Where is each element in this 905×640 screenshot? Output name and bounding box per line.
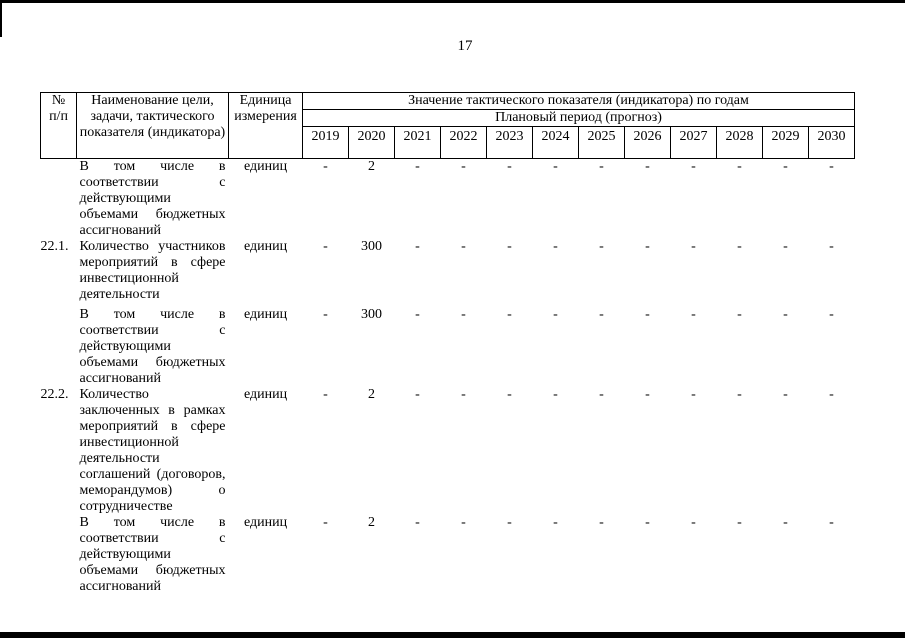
row-value: - xyxy=(415,239,420,254)
row-value: - xyxy=(507,159,512,174)
row-value: - xyxy=(783,239,788,254)
header-year: 2026 xyxy=(625,127,671,159)
row-value: - xyxy=(645,239,650,254)
row-value: - xyxy=(507,307,512,322)
header-year: 2025 xyxy=(579,127,625,159)
row-value: - xyxy=(323,159,328,174)
header-name: Наименование цели, задачи, тактического показателя (индикатора) xyxy=(77,93,229,159)
row-number: 22.2. xyxy=(40,387,69,402)
row-value: - xyxy=(737,515,742,530)
row-value: - xyxy=(461,239,466,254)
row-value: 300 xyxy=(361,239,382,254)
header-plan-period: Плановый период (прогноз) xyxy=(303,110,855,127)
row-value: - xyxy=(553,159,558,174)
row-number: 22.1. xyxy=(40,239,69,254)
row-value: - xyxy=(323,387,328,402)
row-unit: единиц xyxy=(243,239,288,254)
header-year: 2029 xyxy=(763,127,809,159)
table-row xyxy=(41,515,855,595)
header-year: 2019 xyxy=(303,127,349,159)
row-value: - xyxy=(783,515,788,530)
header-year: 2028 xyxy=(717,127,763,159)
row-value: - xyxy=(783,307,788,322)
row-value: - xyxy=(691,515,696,530)
row-value: - xyxy=(553,387,558,402)
row-value: - xyxy=(829,387,834,402)
row-value: - xyxy=(737,307,742,322)
header-unit: Единица измерения xyxy=(229,93,303,159)
table-header xyxy=(41,93,855,159)
row-value: - xyxy=(829,307,834,322)
row-value: - xyxy=(645,159,650,174)
row-name: Количество участников мероприятий в сфере инвестиционной деятельности xyxy=(79,239,226,302)
row-value: - xyxy=(507,515,512,530)
row-value: - xyxy=(599,239,604,254)
row-name: В том числе в соответствии с действующими объемами бюджетных ассигнований xyxy=(79,307,226,386)
row-value: - xyxy=(783,159,788,174)
row-number xyxy=(41,515,77,595)
row-number xyxy=(41,159,77,240)
row-value: - xyxy=(645,387,650,402)
row-name: В том числе в соответствии с действующими объемами бюджетных ассигнований xyxy=(79,159,226,238)
row-value: - xyxy=(829,159,834,174)
row-value: 300 xyxy=(361,307,382,322)
row-value: - xyxy=(461,307,466,322)
row-value: - xyxy=(553,307,558,322)
row-value: - xyxy=(645,515,650,530)
row-unit: единиц xyxy=(243,307,288,322)
row-value: - xyxy=(737,159,742,174)
table-row xyxy=(41,159,855,240)
row-unit: единиц xyxy=(243,515,288,530)
row-value: - xyxy=(461,159,466,174)
header-year: 2030 xyxy=(809,127,855,159)
row-name: Количество заключенных в рамках мероприятий в сфере инвестиционной деятельности соглашений (договоров, меморандумов) о сотрудничестве xyxy=(79,387,226,514)
row-value: - xyxy=(507,387,512,402)
row-value: - xyxy=(323,307,328,322)
row-value: - xyxy=(323,515,328,530)
row-unit: единиц xyxy=(243,159,288,174)
row-value: - xyxy=(461,515,466,530)
row-value: - xyxy=(599,307,604,322)
header-year: 2024 xyxy=(533,127,579,159)
row-value: - xyxy=(691,307,696,322)
row-value: - xyxy=(829,515,834,530)
header-year: 2027 xyxy=(671,127,717,159)
row-value: - xyxy=(691,239,696,254)
row-value: - xyxy=(553,239,558,254)
row-value: - xyxy=(599,159,604,174)
row-value: 2 xyxy=(368,387,375,402)
row-value: 2 xyxy=(368,515,375,530)
header-year: 2021 xyxy=(395,127,441,159)
row-value: - xyxy=(323,239,328,254)
scan-edge-mark xyxy=(0,3,2,37)
header-year: 2023 xyxy=(487,127,533,159)
row-value: - xyxy=(599,515,604,530)
indicator-table xyxy=(40,92,855,595)
row-value: - xyxy=(415,159,420,174)
row-value: - xyxy=(691,159,696,174)
header-num: № п/п xyxy=(41,93,77,159)
row-value: - xyxy=(645,307,650,322)
row-value: - xyxy=(415,387,420,402)
header-year: 2020 xyxy=(349,127,395,159)
page-number: 17 xyxy=(457,38,473,54)
row-unit: единиц xyxy=(243,387,288,402)
row-value: 2 xyxy=(368,159,375,174)
row-value: - xyxy=(737,387,742,402)
row-value: - xyxy=(507,239,512,254)
row-value: - xyxy=(829,239,834,254)
row-value: - xyxy=(415,307,420,322)
header-value-group: Значение тактического показателя (индикатора) по годам xyxy=(303,93,855,110)
table-row xyxy=(41,387,855,515)
row-value: - xyxy=(461,387,466,402)
row-value: - xyxy=(783,387,788,402)
row-number xyxy=(41,307,77,387)
row-value: - xyxy=(737,239,742,254)
table-row xyxy=(41,307,855,387)
row-value: - xyxy=(553,515,558,530)
row-value: - xyxy=(415,515,420,530)
page-top-border xyxy=(0,0,905,3)
row-value: - xyxy=(691,387,696,402)
header-year: 2022 xyxy=(441,127,487,159)
page-bottom-border xyxy=(0,632,905,638)
table-row xyxy=(41,239,855,307)
row-value: - xyxy=(599,387,604,402)
row-name: В том числе в соответствии с действующими объемами бюджетных ассигнований xyxy=(79,515,226,594)
